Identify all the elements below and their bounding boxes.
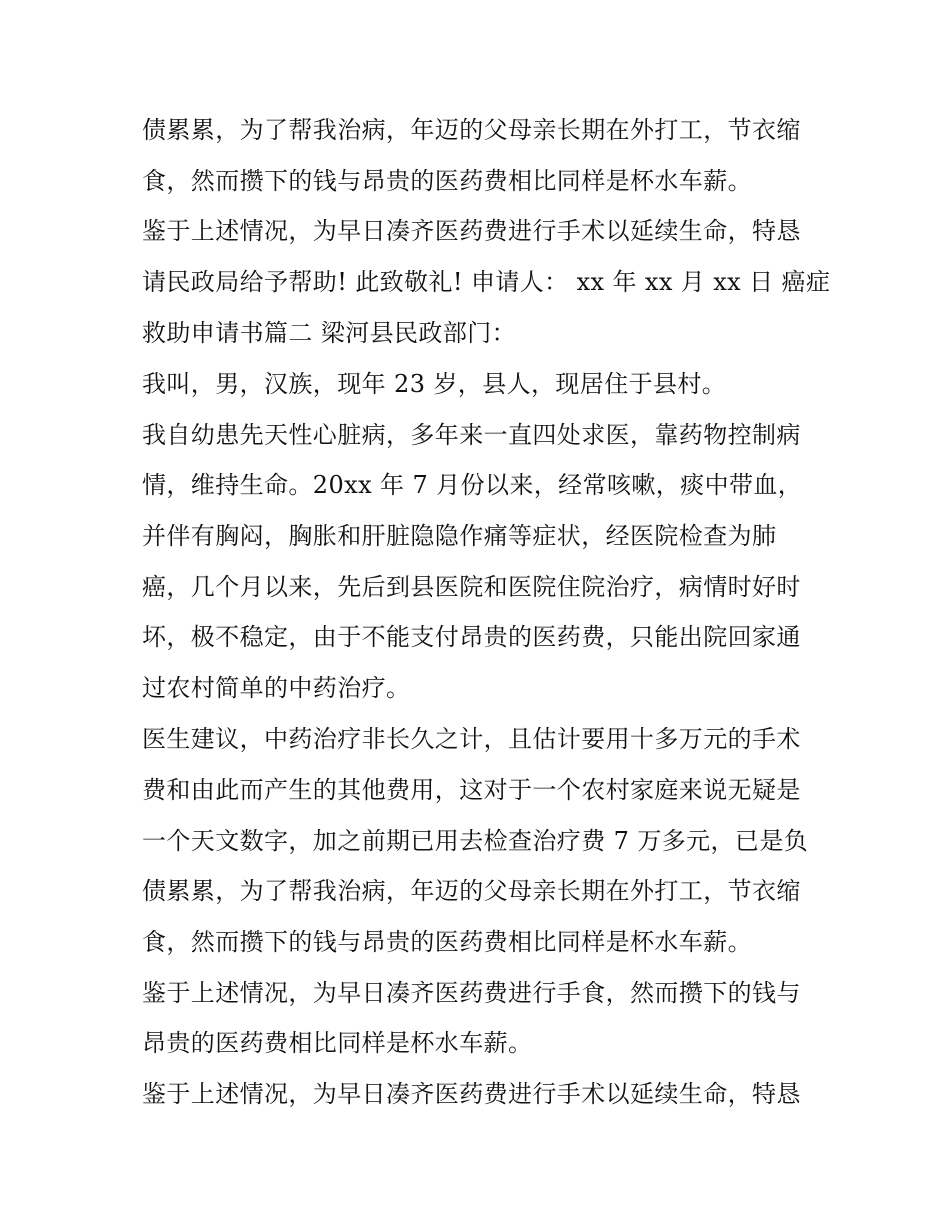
text-line: 鉴于上述情况，为早日凑齐医药费进行手食，然而攒下的钱与 — [142, 979, 801, 1007]
text-line: 食，然而攒下的钱与昂贵的医药费相比同样是杯水车薪。 — [142, 928, 752, 956]
text-line: 癌，几个月以来，先后到县医院和医院住院治疗，病情时好时 — [142, 573, 801, 601]
text-line: 我自幼患先天性心脏病，多年来一直四处求医，靠药物控制病 — [142, 421, 801, 449]
text-line: 鉴于上述情况，为早日凑齐医药费进行手术以延续生命，特恳 — [142, 217, 801, 245]
text-line: 医生建议，中药治疗非长久之计，且估计要用十多万元的手术 — [142, 725, 801, 753]
text-line: 费和由此而产生的其他费用，这对于一个农村家庭来说无疑是 — [142, 776, 801, 804]
text-line: 我叫，男，汉族，现年 23 岁，县人，现居住于县村。 — [142, 370, 727, 398]
text-line: 债累累，为了帮我治病，年迈的父母亲长期在外打工，节衣缩 — [142, 116, 801, 144]
text-line: 过农村简单的中药治疗。 — [142, 674, 411, 702]
text-line: 情，维持生命。20xx 年 7 月份以来，经常咳嗽，痰中带血， — [142, 471, 803, 499]
text-line: 鉴于上述情况，为早日凑齐医药费进行手术以延续生命，特恳 — [142, 1080, 801, 1108]
text-line: 食，然而攒下的钱与昂贵的医药费相比同样是杯水车薪。 — [142, 167, 752, 195]
text-line: 昂贵的医药费相比同样是杯水车薪。 — [142, 1029, 533, 1057]
text-line: 坏，极不稳定，由于不能支付昂贵的医药费，只能出院回家通 — [142, 623, 801, 651]
text-line: 并伴有胸闷，胸胀和肝脏隐隐作痛等症状，经医院检查为肺 — [142, 522, 777, 550]
text-line: 请民政局给予帮助! 此致敬礼! 申请人： xx 年 xx 月 xx 日 癌症 — [142, 268, 831, 296]
text-line: 债累累，为了帮我治病，年迈的父母亲长期在外打工，节衣缩 — [142, 877, 801, 905]
text-line: 一个天文数字，加之前期已用去检查治疗费 7 万多元，已是负 — [142, 827, 809, 855]
text-line: 救助申请书篇二 梁河县民政部门： — [142, 319, 517, 347]
